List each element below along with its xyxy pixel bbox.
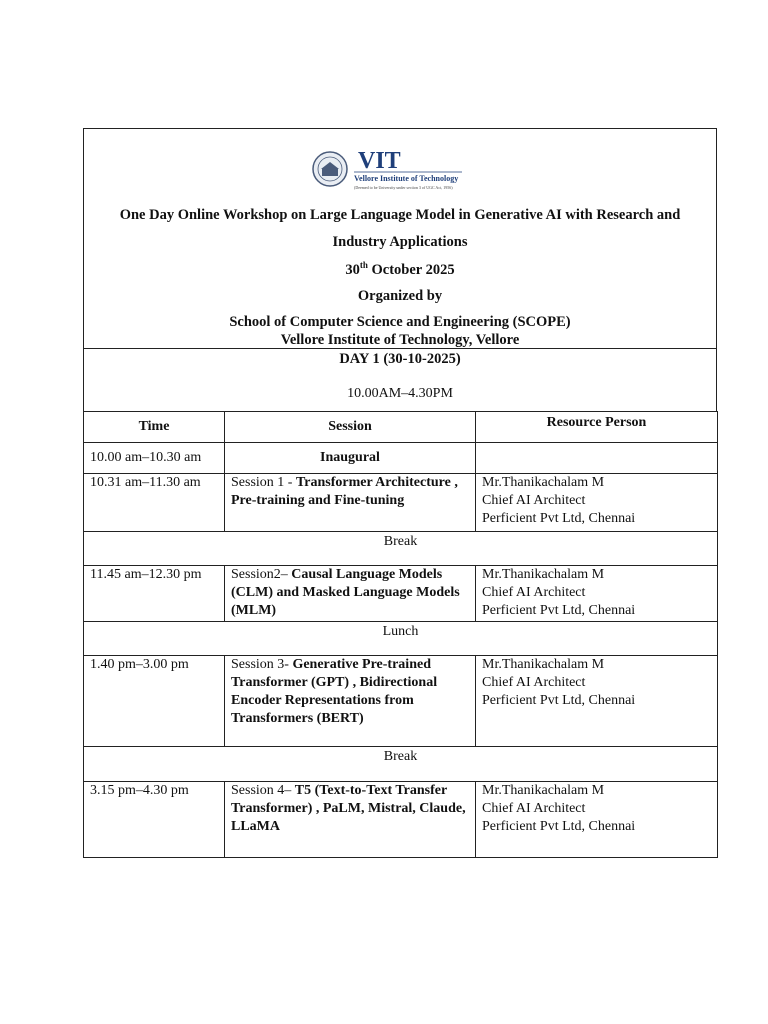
logo-line1: Vellore Institute of Technology: [354, 174, 459, 183]
session-title: Causal Language Models (CLM) and Masked Language Models (MLM): [231, 567, 460, 618]
logo-line2: (Deemed to be University under section 3 of UGC Act, 1956): [354, 185, 453, 190]
person-org: Perficient Pvt Ltd, Chennai: [482, 693, 636, 708]
session-prefix: Session 3-: [231, 657, 293, 672]
date-rest: October 2025: [367, 261, 455, 278]
row-time: 3.15 pm–4.30 pm: [84, 782, 225, 858]
person-name: Mr.Thanikachalam M: [482, 657, 605, 672]
person-role: Chief AI Architect: [482, 493, 586, 508]
session-title: T5 (Text-to-Text Transfer Transformer) , PaLM, Mistral, Claude, LLaMA: [231, 783, 466, 834]
table-row: [84, 566, 718, 622]
table-row-break: [84, 747, 718, 782]
table-row-lunch: [84, 622, 718, 656]
session-title: Generative Pre-trained Transformer (GPT) , Bidirectional Encoder Representations from Transformers (BERT): [231, 657, 438, 726]
row-resource: [476, 443, 718, 474]
row-time: 10.31 am–11.30 am: [84, 474, 225, 532]
person-name: Mr.Thanikachalam M: [482, 567, 605, 582]
day-label: DAY 1 (30-10-2025): [339, 351, 461, 367]
workshop-date: [84, 260, 716, 279]
vit-logo: [310, 145, 470, 193]
workshop-title-line1: One Day Online Workshop on Large Language Model in Generative AI with Research and: [119, 207, 681, 223]
row-resource: [476, 656, 718, 747]
table-row: [84, 656, 718, 747]
institute-name: Vellore Institute of Technology, Vellore: [280, 332, 520, 348]
schedule-table: [83, 411, 718, 858]
table-row-break: [84, 532, 718, 566]
day-block: [83, 348, 717, 411]
person-role: Chief AI Architect: [482, 675, 586, 690]
schedule-document: [83, 128, 717, 858]
row-session: Inaugural: [225, 443, 476, 474]
workshop-title-line2: Industry Applications: [332, 234, 468, 250]
school-name: School of Computer Science and Engineering (SCOPE): [229, 314, 571, 330]
table-row: [84, 443, 718, 474]
person-org: Perficient Pvt Ltd, Chennai: [482, 819, 636, 834]
session-prefix: Session 1 -: [231, 475, 296, 490]
document-header: [83, 128, 717, 348]
person-name: Mr.Thanikachalam M: [482, 475, 605, 490]
row-session: [225, 566, 476, 622]
vit-emblem-icon: [310, 145, 470, 193]
break-label: Break: [84, 747, 718, 782]
date-suffix: th: [359, 260, 368, 270]
lunch-label: Lunch: [84, 622, 718, 656]
row-time: 1.40 pm–3.00 pm: [84, 656, 225, 747]
person-role: Chief AI Architect: [482, 585, 586, 600]
row-resource: [476, 474, 718, 532]
table-row: [84, 782, 718, 858]
table-header-row: [84, 412, 718, 443]
header-resource-person: Resource Person: [476, 412, 718, 443]
logo-name: VIT: [358, 148, 401, 174]
organized-by: Organized by: [357, 288, 443, 304]
row-time: 10.00 am–10.30 am: [84, 443, 225, 474]
person-org: Perficient Pvt Ltd, Chennai: [482, 511, 636, 526]
row-session: [225, 656, 476, 747]
table-row: [84, 474, 718, 532]
day-time: 10.00AM–4.30PM: [347, 386, 453, 401]
person-role: Chief AI Architect: [482, 801, 586, 816]
row-session: [225, 474, 476, 532]
session-prefix: Session2–: [231, 567, 292, 582]
row-time: 11.45 am–12.30 pm: [84, 566, 225, 622]
session-prefix: Session 4–: [231, 783, 295, 798]
header-time: Time: [84, 412, 225, 443]
date-day: 30: [345, 261, 360, 278]
row-resource: [476, 782, 718, 858]
row-session: [225, 782, 476, 858]
break-label: Break: [84, 532, 718, 566]
person-org: Perficient Pvt Ltd, Chennai: [482, 603, 636, 618]
row-resource: [476, 566, 718, 622]
person-name: Mr.Thanikachalam M: [482, 783, 605, 798]
header-session: Session: [225, 412, 476, 443]
session-title: Transformer Architecture , Pre-training and Fine-tuning: [231, 475, 458, 508]
